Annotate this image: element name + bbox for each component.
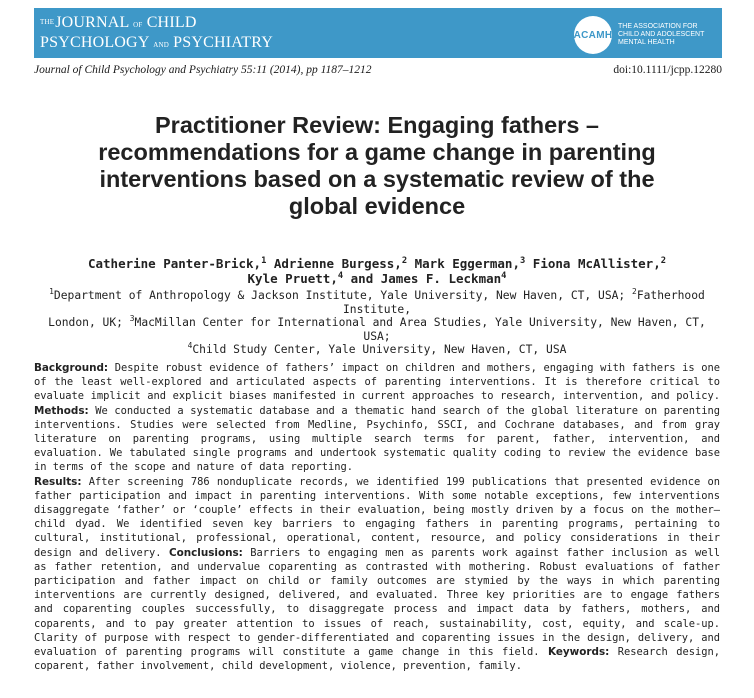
abstract-label-results: Results:: [34, 475, 82, 488]
author-name: Kyle Pruett,: [247, 271, 338, 286]
journal-logo-word-child: CHILD: [146, 14, 197, 31]
journal-logo-and: AND: [153, 41, 169, 49]
author-affil: 2: [660, 255, 667, 266]
author-affil: 1: [261, 255, 267, 266]
acamh-name-line: MENTAL HEALTH: [618, 39, 675, 46]
author-name: and James F. Leckman: [343, 271, 502, 286]
acamh-logo-text: ACAMH: [573, 29, 613, 41]
abstract-background: Despite robust evidence of fathers’ impact on children and mothers, engaging with fathers is one of the least well-explored and articulated aspects of parenting interventions. It is therefore critical to evaluate implicit and explicit biases manifested in current approaches to research, intervention, and policy.: [34, 362, 720, 403]
affiliation-marker: 2: [632, 287, 637, 297]
affiliation-text: London, UK;: [48, 316, 130, 329]
author-affil: 4: [337, 270, 344, 281]
abstract: [34, 361, 720, 673]
abstract-methods: We conducted a systematic database and a thematic hand search of the global literature on parenting interventions. Studies were selected from Medline, Psychinfo, SSCI, and Cochrane databases, and from gray literature on parenting programs, using multiple search terms for parent, father, intervention, and evaluation. We tabulated single programs and undertook systematic quality coding to review the evidence base in terms of the scope and nature of data reporting.: [34, 404, 720, 474]
journal-logo-the: THE: [40, 18, 55, 26]
article-title-line: global evidence: [288, 193, 466, 219]
author-name: Fiona McAllister,: [525, 256, 661, 271]
abstract-label-methods: Methods:: [34, 404, 89, 417]
author-list: [40, 256, 714, 286]
citation: Journal of Child Psychology and Psychiatry 55:11 (2014), pp 1187–1212: [34, 64, 372, 76]
affiliation-marker: 3: [129, 314, 135, 324]
acamh-name-line: CHILD AND ADOLESCENT: [618, 31, 705, 38]
journal-logo-word-psychiatry: PSYCHIATRY: [173, 34, 273, 51]
author-name: Mark Eggerman,: [407, 256, 520, 271]
journal-logo-word-psychology: PSYCHOLOGY: [40, 34, 149, 51]
abstract-label-keywords: Keywords:: [547, 646, 610, 659]
article-title-line: Practitioner Review: Engaging fathers –: [155, 112, 599, 138]
abstract-label-conclusions: Conclusions:: [168, 546, 243, 559]
author-affil: 2: [401, 255, 408, 266]
author-affil: 3: [519, 255, 526, 266]
article-title-line: interventions based on a systematic review of the: [99, 166, 655, 192]
article-title-line: recommendations for a game change in parenting: [98, 139, 656, 165]
journal-logo-word-journal: JOURNAL: [55, 14, 129, 31]
acamh-name: [618, 23, 714, 47]
acamh-logo-icon: [574, 16, 612, 54]
affiliations: [40, 289, 714, 357]
abstract-keywords: Research design, coparent, father involvement, child development, violence, prevention, family.: [34, 646, 720, 673]
abstract-results: After screening 786 nonduplicate records, we identified 199 publications that presented evidence on father participation and impact in parenting interventions. With some notable exceptions, few interventions disaggregate ‘father’ or ‘couple’ effects in their evaluation, being mostly driven by a focus on the mother–child dyad. We identified seven key barriers to engaging fathers in parenting programs, pertaining to cultural, institutional, professional, operational, content, resource, and policy considerations in their design and delivery.: [34, 475, 720, 559]
abstract-label-background: Background:: [34, 362, 109, 374]
author-name: Adrienne Burgess,: [266, 256, 402, 271]
journal-logo-of: OF: [133, 21, 143, 29]
journal-banner: [34, 8, 722, 58]
abstract-conclusions: Barriers to engaging men as parents work against father inclusion as well as father retention, and undervalue coparenting as contrasted with mothering. Robust evaluations of father participation and father impact on child or family outcomes are stymied by the ways in which parenting interventions are currently designed, delivered, and evaluated. Three key priorities are to engage fathers and coparenting couples successfully, to disaggregate process and impact data by fathers, mothers, and coparents, and to pay greater attention to issues of reach, sustainability, cost, equity, and scale-up. Clarity of purpose with respect to gender-differentiated and coparenting issues in the design, delivery, and evaluation of parenting programs will constitute a game change in this field.: [34, 546, 721, 659]
acamh-logo: [574, 16, 714, 54]
affiliation-text: Department of Anthropology & Jackson Institute, Yale University, New Haven, CT, USA;: [53, 289, 633, 302]
doi: doi:10.1111/jcpp.12280: [613, 64, 722, 76]
article-title: [40, 112, 714, 220]
affiliation-text: Child Study Center, Yale University, New Haven, CT, USA: [192, 343, 567, 356]
affiliation-marker: 4: [187, 341, 193, 351]
author-affil: 4: [501, 270, 507, 281]
affiliation-text: MacMillan Center for International and Area Studies, Yale University, New Haven, CT, USA;: [134, 316, 706, 343]
affiliation-text: Fatherhood Institute,: [342, 289, 705, 316]
author-name: Catherine Panter-Brick,: [87, 256, 262, 271]
affiliation-marker: 1: [49, 287, 54, 297]
acamh-name-line: THE ASSOCIATION FOR: [618, 23, 698, 30]
journal-logo: [40, 14, 273, 54]
